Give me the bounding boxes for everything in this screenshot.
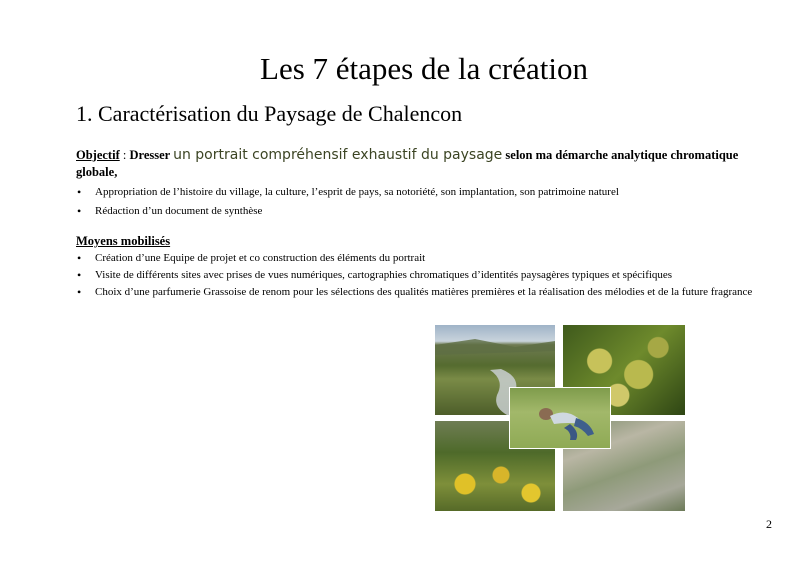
objective-label: Objectif bbox=[76, 148, 120, 162]
list-item: • Appropriation de l’histoire du village, la culture, l’esprit de pays, sa notoriété, son implantation, son patrimoine naturel bbox=[77, 185, 777, 200]
list-item: • Création d’une Equipe de projet et co construction des éléments du portrait bbox=[77, 251, 767, 266]
person-in-field-photo bbox=[509, 387, 611, 449]
page-title: Les 7 étapes de la création bbox=[260, 51, 588, 86]
objective-separator: : bbox=[119, 148, 130, 162]
objective-verb: Dresser bbox=[129, 148, 174, 162]
moyens-list bbox=[77, 251, 767, 302]
objective-paragraph bbox=[76, 147, 776, 181]
section-heading: 1. Caractérisation du Paysage de Chalencon bbox=[76, 101, 463, 126]
list-item: • Rédaction d’un document de synthèse bbox=[77, 204, 777, 219]
list-item: • Choix d’une parfumerie Grassoise de renom pour les sélections des qualités matières premières et la réalisation des mélodies et de la future fragrance bbox=[77, 285, 767, 300]
list-item: • Visite de différents sites avec prises de vues numériques, cartographies chromatiques d’identités paysagères typiques et spécifiques bbox=[77, 268, 767, 283]
objective-highlight: un portrait compréhensif exhaustif du paysage bbox=[173, 147, 503, 163]
moyens-heading: Moyens mobilisés bbox=[76, 234, 171, 248]
objective-list bbox=[77, 185, 777, 223]
objective-rest: selon ma démarche analytique chromatique globale, bbox=[76, 148, 739, 179]
page-number: 2 bbox=[766, 517, 772, 531]
